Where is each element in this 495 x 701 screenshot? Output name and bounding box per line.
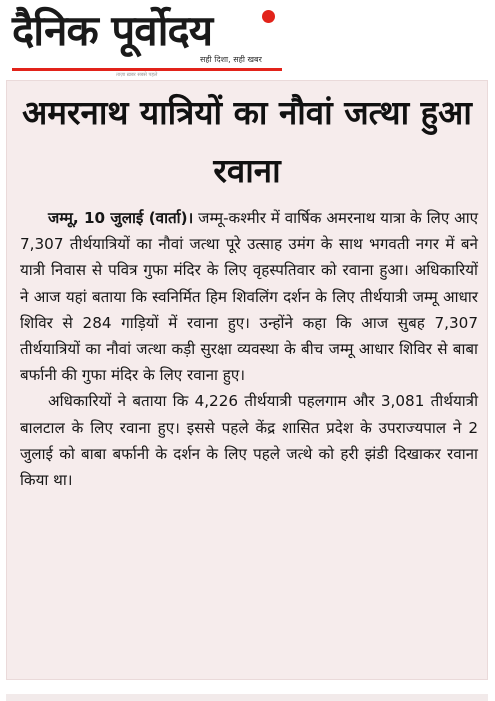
article-paragraph-2: अधिकारियों ने बताया कि 4,226 तीर्थयात्री पहलगाम और 3,081 तीर्थयात्री बालटाल के लिए रवाना हुए। इससे पहले केंद्र शासित प्रदेश के उपराज्यपाल ने 2 जुलाई को बाबा बर्फानी के दर्शन के लिए पहले जत्थे को हरी झंडी दिखाकर रवाना किया था।	[20, 392, 478, 490]
newspaper-logo: दैनिक पूर्वोदय	[12, 6, 213, 55]
masthead	[0, 0, 495, 78]
article-paragraph-1	[20, 205, 478, 388]
masthead-caption: ताज़ा ख़बर सबसे पहले	[116, 72, 158, 78]
article-paragraph-1-text: जम्मू-कश्मीर में वार्षिक अमरनाथ यात्रा के लिए आए 7,307 तीर्थयात्रियों का नौवां जत्था पूरे उत्साह उमंग के साथ भगवती नगर में बने यात्री निवास से पवित्र गुफा मंदिर के लिए वृहस्पतिवार को रवाना हुआ। अधिकारियों ने आज यहां बताया कि स्वनिर्मित हिम शिवलिंग दर्शन के लिए तीर्थयात्री जम्मू आधार शिविर से 284 गाड़ियों में रवाना हुए। उन्होंने कहा कि आज सुबह 7,307 तीर्थयात्रियों का नौवां जत्था कड़ी सुरक्षा व्यवस्था के बीच जम्मू आधार शिविर से बाबा बर्फानी की गुफा मंदिर के लिए रवाना हुए।	[20, 209, 478, 385]
logo-red-dot-icon	[262, 10, 275, 23]
page-bottom-strip	[6, 694, 488, 701]
article-dateline: जम्मू, 10 जुलाई (वार्ता)।	[48, 209, 194, 227]
article-body	[20, 205, 478, 493]
masthead-rule	[12, 68, 282, 71]
article-headline: अमरनाथ यात्रियों का नौवां जत्था हुआ रवाना	[22, 93, 472, 190]
masthead-tagline: सही दिशा, सही खबर	[200, 55, 262, 64]
